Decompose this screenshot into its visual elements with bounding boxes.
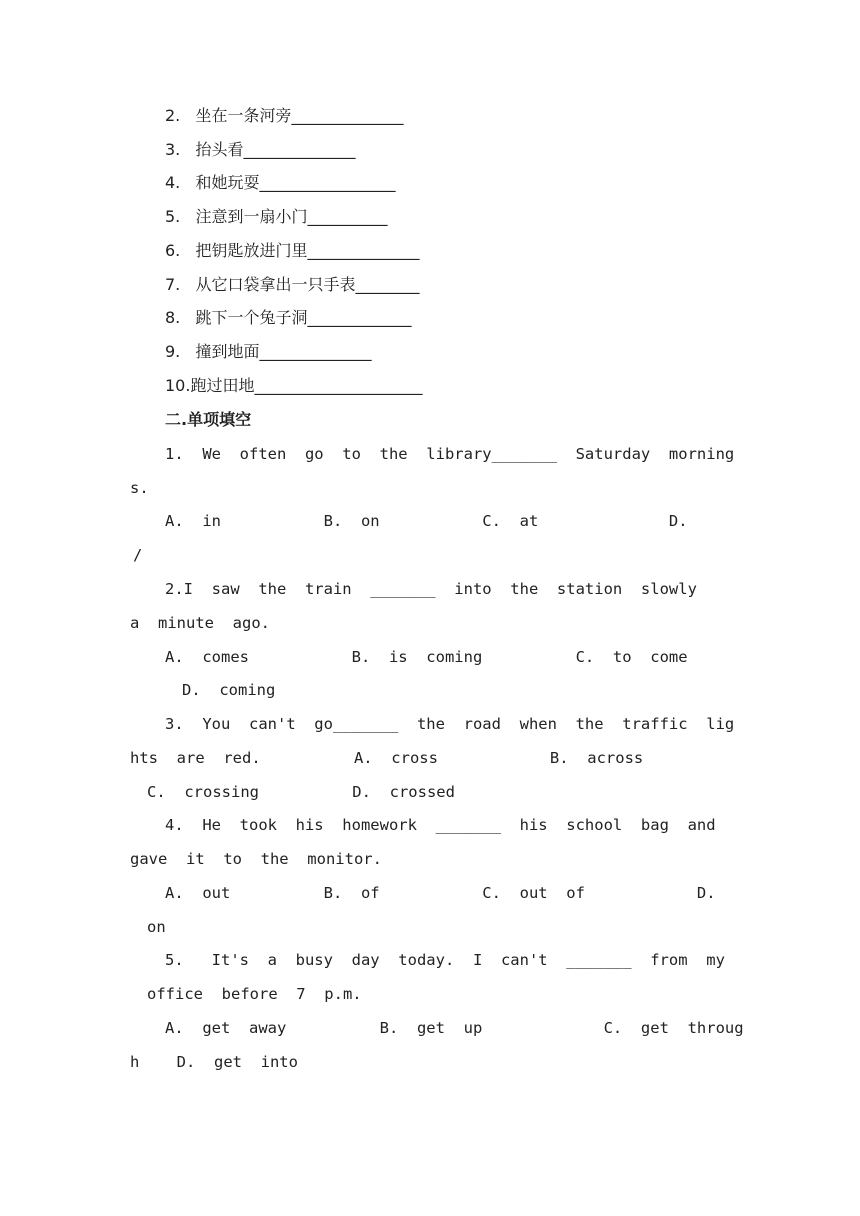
phrase-item-7: 7. 从它口袋拿出一只手表________ bbox=[165, 275, 420, 294]
question-3-text: 3. You can't go_______ the road when the traffic lig bbox=[165, 715, 735, 733]
question-4-text-cont: gave it to the monitor. bbox=[130, 850, 382, 868]
question-1-text: 1. We often go to the library_______ Saturday morning bbox=[165, 445, 735, 463]
phrase-item-9: 9. 撞到地面______________ bbox=[165, 342, 372, 361]
question-5-options: A. get away B. get up C. get throug bbox=[165, 1019, 744, 1037]
question-5-text-cont: office before 7 p.m. bbox=[147, 985, 362, 1003]
phrase-item-10: 10.跑过田地_____________________ bbox=[165, 376, 423, 395]
phrase-item-2: 2. 坐在一条河旁______________ bbox=[165, 106, 404, 125]
question-3-text-cont: hts are red. A. cross B. across bbox=[130, 749, 644, 767]
question-1-text-cont: s. bbox=[130, 479, 149, 497]
question-5-text: 5. It's a busy day today. I can't _______ from my bbox=[165, 951, 725, 969]
question-2-text: 2.I saw the train _______ into the station slowly bbox=[165, 580, 697, 598]
question-5-options-cont: h D. get into bbox=[130, 1053, 298, 1071]
question-4-text: 4. He took his homework _______ his school bag and bbox=[165, 816, 716, 834]
phrase-item-8: 8. 跳下一个兔子洞_____________ bbox=[165, 308, 412, 327]
question-2-options: A. comes B. is coming C. to come bbox=[165, 648, 688, 666]
question-1-options: A. in B. on C. at D. bbox=[165, 512, 688, 530]
phrase-item-4: 4. 和她玩耍_________________ bbox=[165, 173, 396, 192]
question-1-option-d-value: / bbox=[133, 546, 143, 564]
phrase-item-5: 5. 注意到一扇小门__________ bbox=[165, 207, 388, 226]
question-4-option-d-value: on bbox=[147, 918, 166, 936]
section-heading: 二.单项填空 bbox=[165, 410, 252, 429]
question-3-options: C. crossing D. crossed bbox=[147, 783, 455, 801]
question-2-text-cont: a minute ago. bbox=[130, 614, 270, 632]
phrase-item-6: 6. 把钥匙放进门里______________ bbox=[165, 241, 420, 260]
phrase-item-3: 3. 抬头看______________ bbox=[165, 140, 356, 159]
question-4-options: A. out B. of C. out of D. bbox=[165, 884, 716, 902]
question-2-option-d: D. coming bbox=[182, 681, 276, 699]
